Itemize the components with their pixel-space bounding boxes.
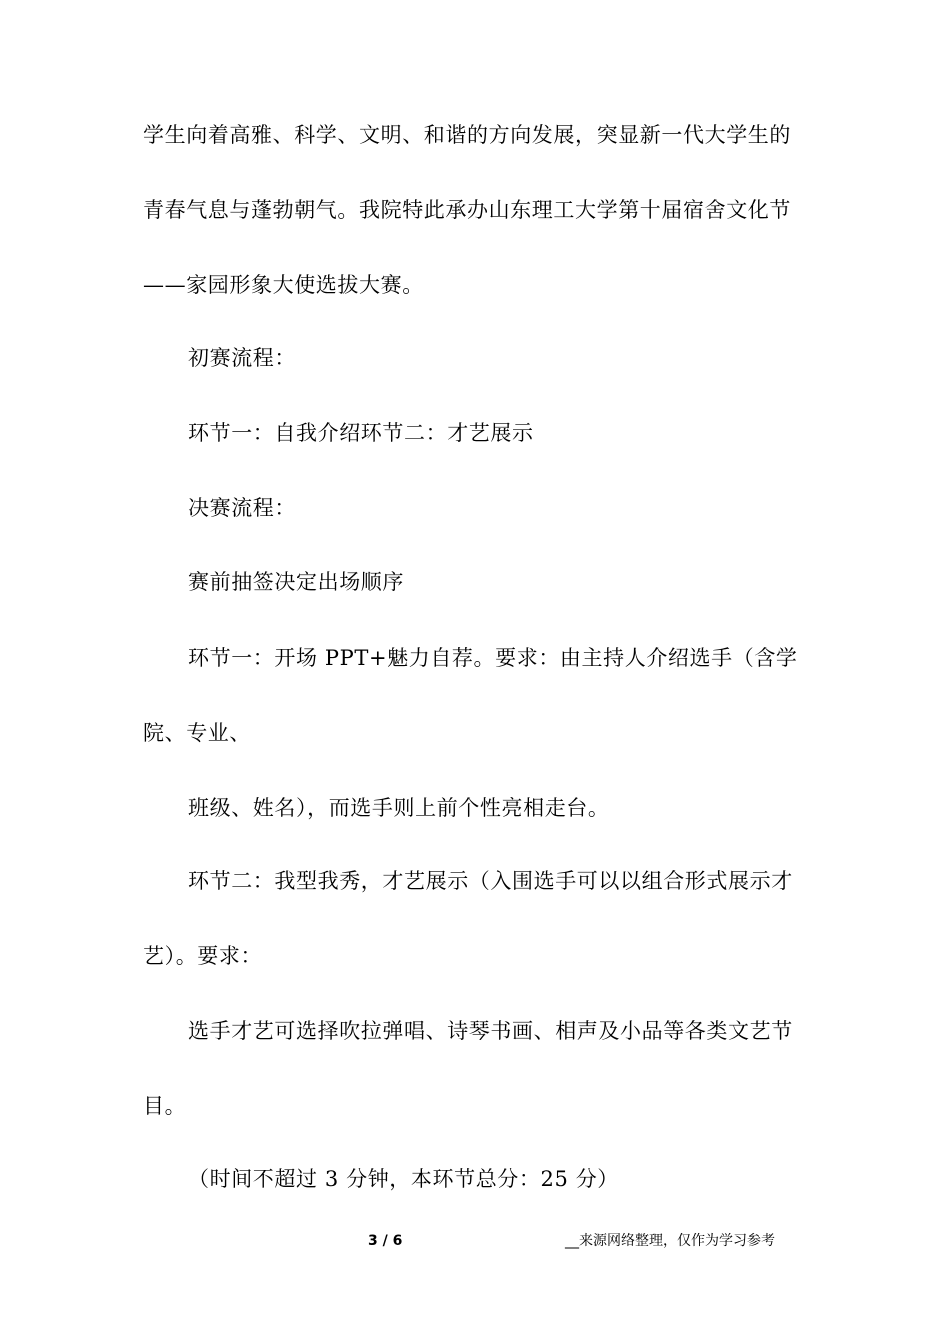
text-line: 学生向着高雅、科学、文明、和谐的方向发展，突显新一代大学生的 (143, 123, 791, 147)
text-line: 环节二：我型我秀，才艺展示（入围选手可以以组合形式展示才 (188, 869, 793, 893)
text-line: ——家园形象大使选拔大赛。 (143, 273, 424, 297)
text-line: （时间不超过 3 分钟，本环节总分：25 分） (188, 1167, 619, 1191)
text-line: 赛前抽签决定出场顺序 (188, 570, 404, 594)
footer-note: __来源网络整理，仅作为学习参考 (565, 1233, 775, 1249)
text-line: 院、专业、 (143, 721, 251, 745)
page-number: 3 / 6 (368, 1233, 403, 1249)
text-line: 环节一：自我介绍环节二：才艺展示 (188, 421, 534, 445)
text-line: 选手才艺可选择吹拉弹唱、诗琴书画、相声及小品等各类文艺节 (188, 1019, 793, 1043)
text-line: 艺）。要求： (143, 944, 263, 968)
text-line: 环节一：开场 PPT+魅力自荐。要求：由主持人介绍选手（含学 (188, 646, 798, 670)
text-line: 目。 (143, 1094, 187, 1118)
section-heading: 决赛流程： (188, 496, 296, 520)
section-heading: 初赛流程： (188, 346, 296, 370)
text-line: 青春气息与蓬勃朝气。我院特此承办山东理工大学第十届宿舍文化节 (143, 198, 791, 222)
text-line: 班级、姓名），而选手则上前个性亮相走台。 (188, 796, 610, 820)
